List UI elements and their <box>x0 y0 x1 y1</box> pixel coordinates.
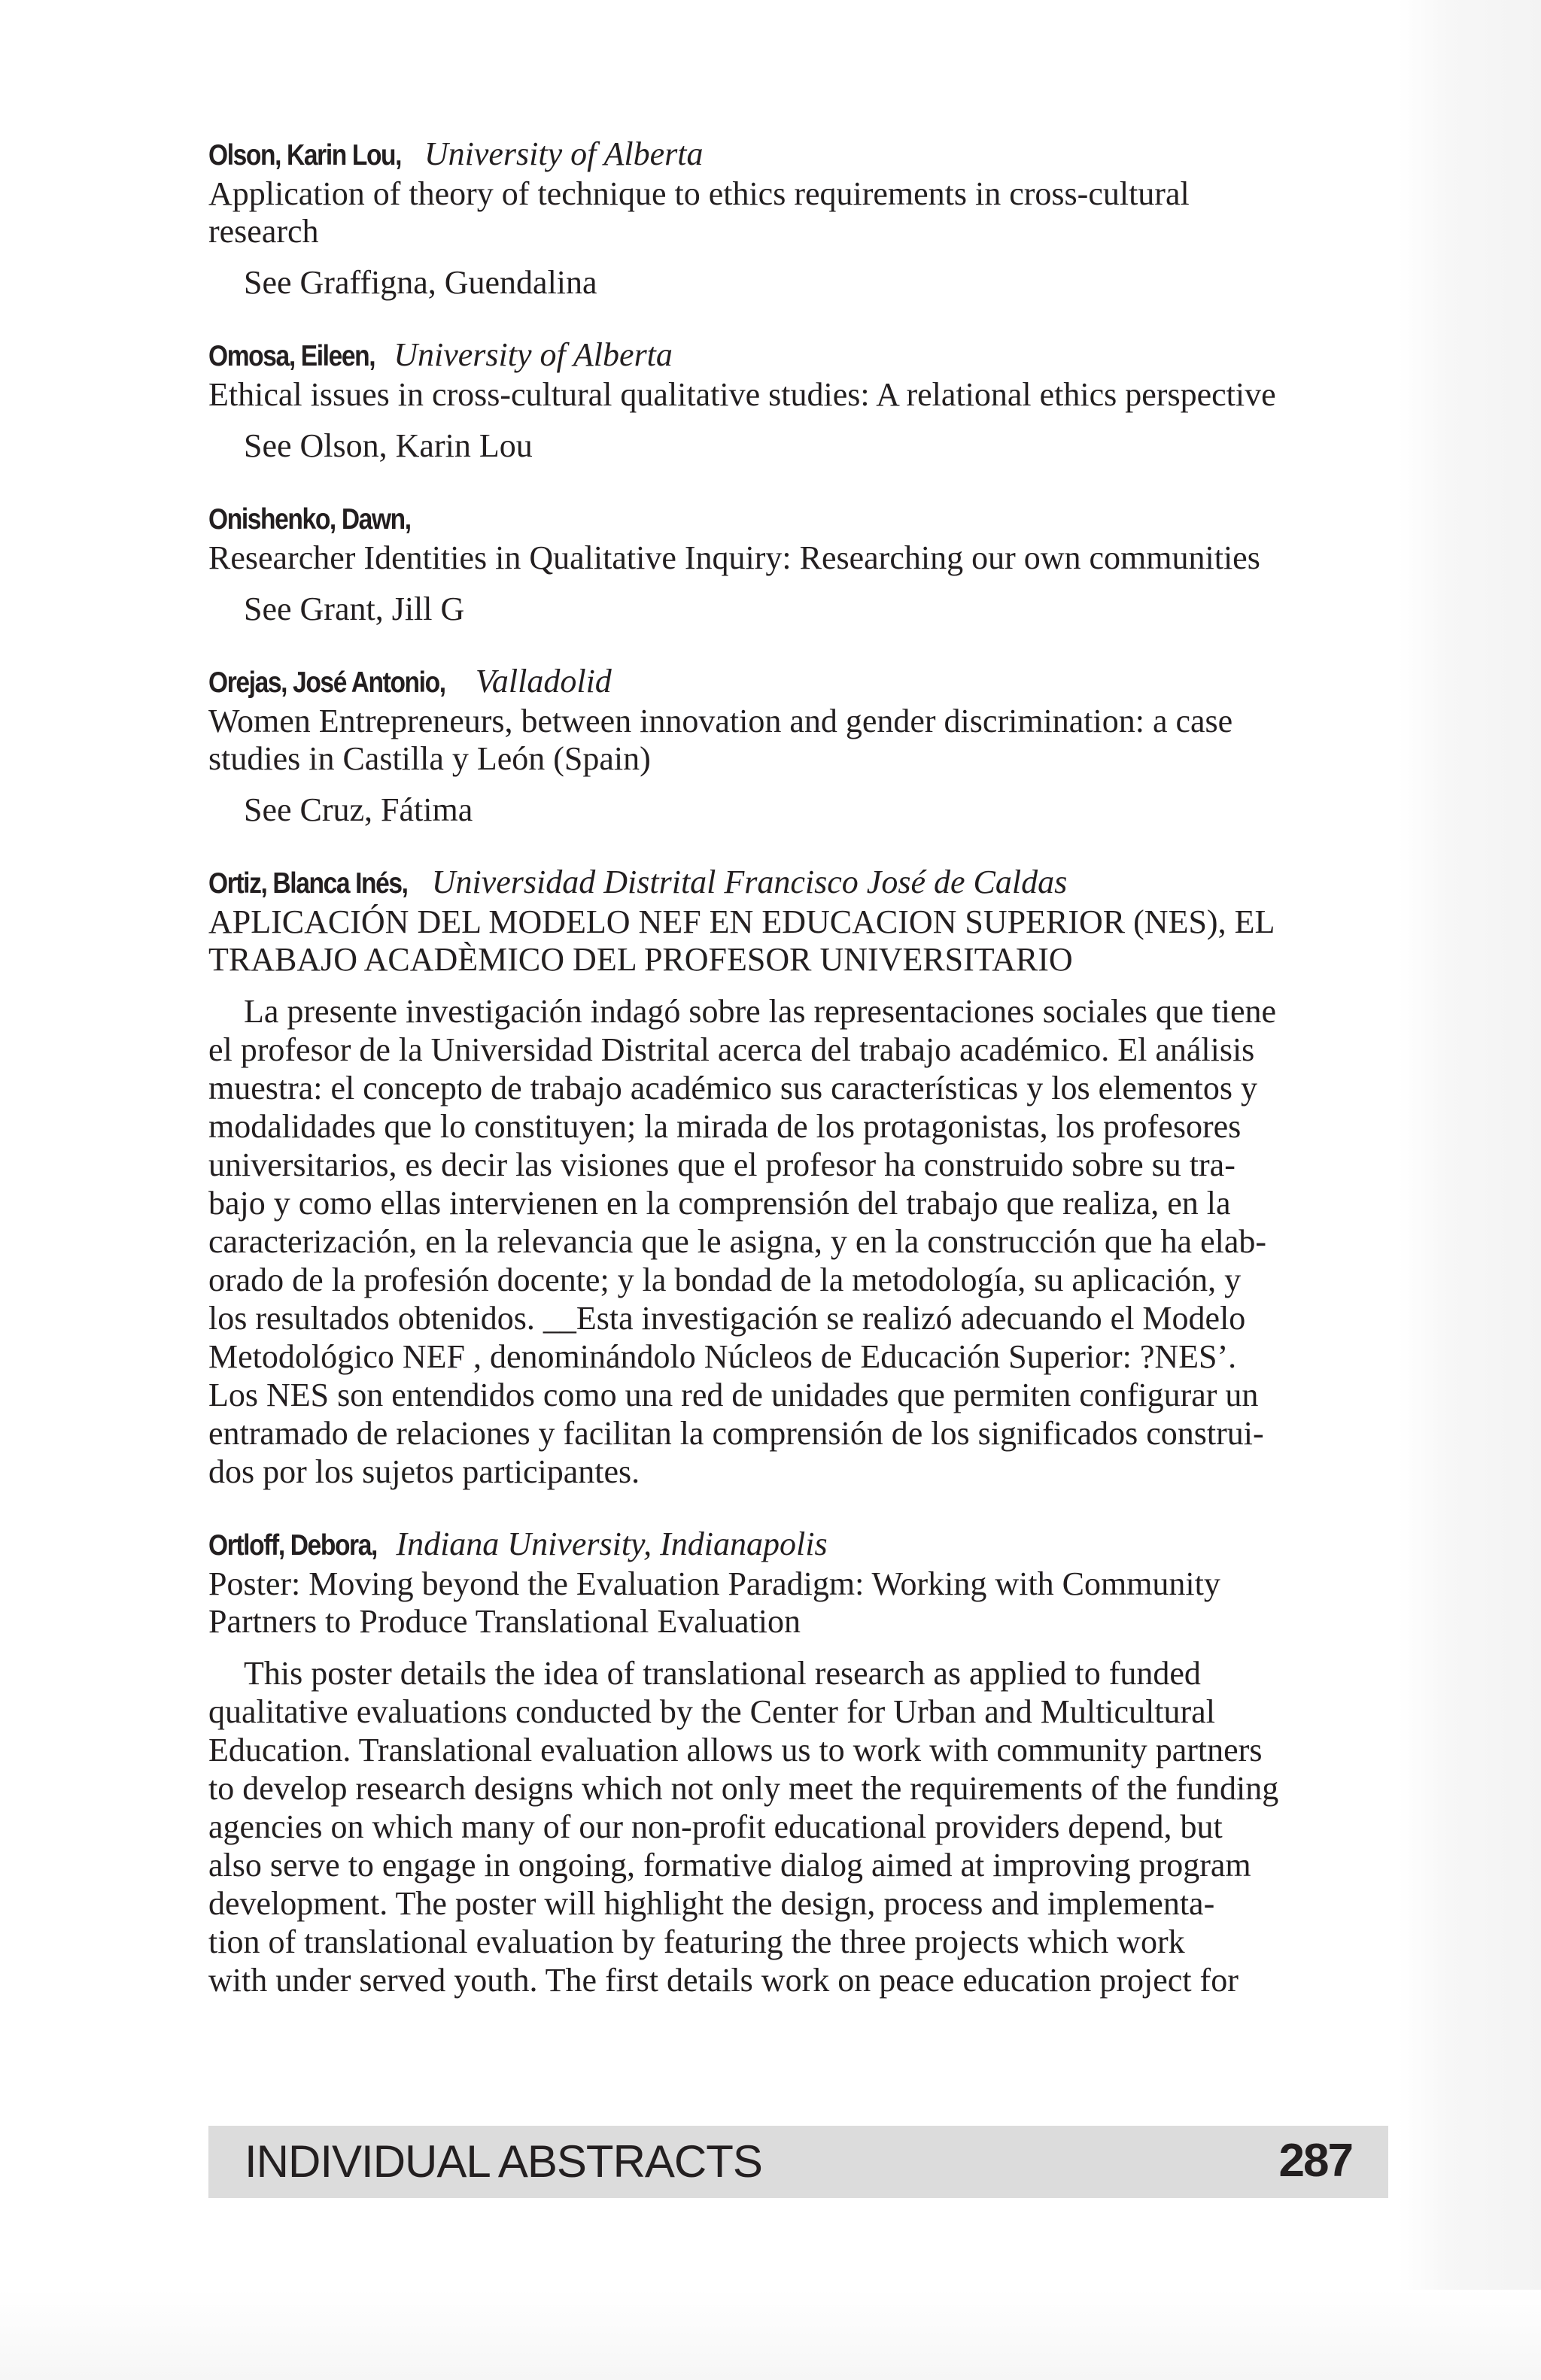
author-line <box>208 661 1390 703</box>
author-name: Olson, Karin Lou, <box>208 139 402 172</box>
abstract-title: Ethical issues in cross-cultural qualitative studies: A relational ethics perspective <box>208 376 1276 413</box>
abstract-title: Poster: Moving beyond the Evaluation Paradigm: Working with Community Partners to Produce Translational Evaluation <box>208 1565 1220 1640</box>
page-number: 287 <box>1278 2135 1352 2187</box>
abstract-entry <box>208 1524 1390 1999</box>
abstract-title: Researcher Identities in Qualitative Inquiry: Researching our own communities <box>208 539 1260 576</box>
author-line <box>208 862 1390 903</box>
abstract-entry <box>208 498 1390 628</box>
author-name: Ortloff, Debora, <box>208 1529 377 1562</box>
cross-reference: See Graffigna, Guendalina <box>244 264 597 301</box>
cross-reference: See Cruz, Fátima <box>244 791 473 828</box>
abstract-body: This poster details the idea of translational research as applied to funded qualitative evaluations conducted by the Center for Urban and Multicultural Education. Translational evaluation allows us to work with community partners to develop research designs which not only meet the requirements of the funding agencies on which many of our non-profit educational providers depend, but also serve to engage in ongoing, formative dialog aimed at improving program development. The poster will highlight the design, process and implementa- tion of translational evaluation by featuring the three projects which work with under served youth. The first details work on peace education project for <box>208 1655 1279 1999</box>
author-affiliation: Indiana University, Indianapolis <box>396 1525 828 1562</box>
abstract-entry <box>208 335 1390 465</box>
page-footer <box>208 2126 1388 2198</box>
abstract-body: La presente investigación indagó sobre las representaciones sociales que tiene el profesor de la Universidad Distrital acerca del trabajo académico. El análisis muestra: el concepto de trabajo académico sus características y los elementos y modalidades que lo constituyen; la mirada de los protagonistas, los profesores universitarios, es decir las visiones que el profesor ha construido sobre su tra- bajo y como ellas intervienen en la comprensión del trabajo que realiza, en la caracterización, en la relevancia que le asigna, y en la construcción que ha elab- orado de la profesión docente; y la bondad de la metodología, su aplicación, y los resultados obtenidos. __Esta investigación se realizó adecuando el Modelo Metodológico NEF , denominándolo Núcleos de Educación Superior: ?NES’. Los NES son entendidos como una red de unidades que permiten configurar un entramado de relaciones y facilitan la comprensión de los significados construi- dos por los sujetos participantes. <box>208 993 1277 1490</box>
author-name: Ortiz, Blanca Inés, <box>208 867 408 900</box>
author-line <box>208 134 1390 175</box>
author-line <box>208 1524 1390 1565</box>
author-affiliation: Universidad Distrital Francisco José de Caldas <box>431 864 1068 900</box>
author-affiliation: University of Alberta <box>394 336 673 373</box>
author-affiliation: University of Alberta <box>424 135 704 172</box>
section-label: INDIVIDUAL ABSTRACTS <box>245 2136 762 2187</box>
cross-reference: See Olson, Karin Lou <box>244 427 533 464</box>
abstracts-column <box>208 134 1390 2032</box>
author-affiliation: Valladolid <box>475 663 612 700</box>
cross-reference: See Grant, Jill G <box>244 590 465 627</box>
author-line <box>208 498 1390 539</box>
author-name: Onishenko, Dawn, <box>208 503 411 536</box>
author-name: Omosa, Eileen, <box>208 340 375 372</box>
scan-shadow-right <box>1398 0 1541 2380</box>
abstract-entry <box>208 661 1390 829</box>
abstract-title: Women Entrepreneurs, between innovation and gender discrimination: a case studies in Castilla y León (Spain) <box>208 703 1233 777</box>
scan-shadow-bottom <box>0 2290 1541 2380</box>
abstract-title: APLICACIÓN DEL MODELO NEF EN EDUCACION SUPERIOR (NES), EL TRABAJO ACADÈMICO DEL PROFESOR UNIVERSITARIO <box>208 903 1275 978</box>
author-line <box>208 335 1390 376</box>
abstract-entry <box>208 862 1390 1491</box>
author-name: Orejas, José Antonio, <box>208 666 445 699</box>
abstract-title: Application of theory of technique to ethics requirements in cross-cultural research <box>208 175 1190 250</box>
abstract-entry <box>208 134 1390 302</box>
